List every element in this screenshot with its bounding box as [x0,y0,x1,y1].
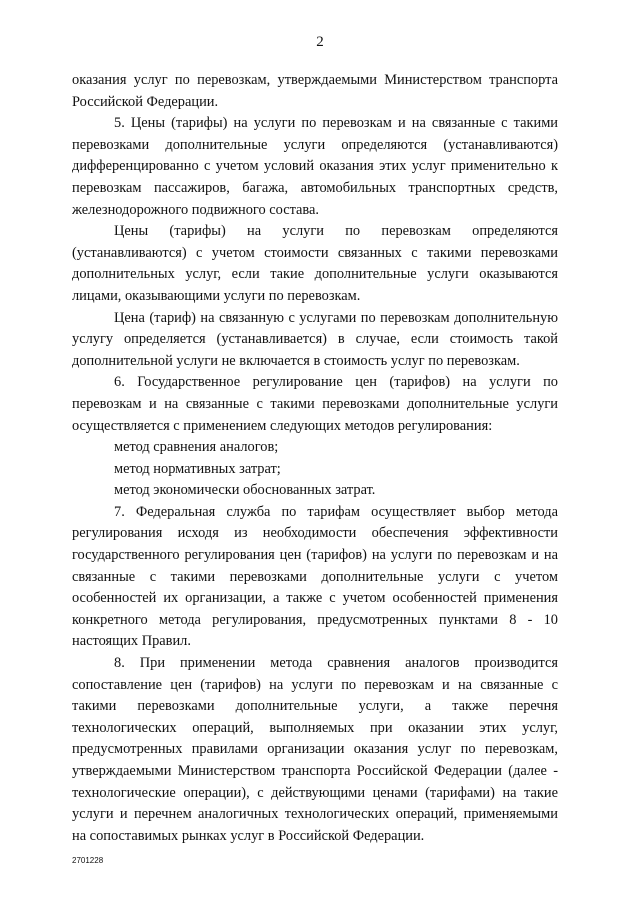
paragraph-item-8: 8. При применении метода сравнения аналогов производится сопоставление цен (тарифов) на услуги по перевозкам и на связанные с такими перевозками дополнительные услуги, а также перечня технологических операций, выполняемых при оказании этих услуг, предусмотренных правилами организации оказания услуг по перевозкам, утверждаемыми Министерством транспорта Российской Федерации (далее - технологические операции), с действующими ценами (тарифами) на такие услуги и перечнем аналогичных технологических операций, применяемыми на сопоставимых рынках услуг в Российской Федерации. [72,655,558,844]
paragraph-continuation: оказания услуг по перевозкам, утверждаемыми Министерством транспорта Российской Федерации. [72,72,558,110]
paragraph-item-5: 5. Цены (тарифы) на услуги по перевозкам и на связанные с такими перевозками дополнительные услуги определяются (устанавливаются) дифференцированно с учетом условий оказания этих услуг применительно к перевозкам пассажиров, багажа, автомобильных транспортных средств, железнодорожного подвижного состава. [72,115,558,218]
method-list-item: метод экономически обоснованных затрат. [114,482,376,499]
paragraph-additional-service-price: Цена (тариф) на связанную с услугами по перевозкам дополнительную услугу определяется (устанавливается) в случае, если стоимость такой дополнительной услуги не включается в стоимость услуг по перевозкам. [72,309,558,369]
document-code: 2701228 [72,856,104,865]
page-number: 2 [316,34,324,50]
paragraph-item-7: 7. Федеральная служба по тарифам осуществляет выбор метода регулирования исходя из необходимости обеспечения эффективности государственного регулирования цен (тарифов) на услуги по перевозкам и на связанные с такими перевозками дополнительные услуги с учетом особенностей их организации, а также с учетом особенностей применения конкретного метода регулирования, предусмотренных пунктами 8 - 10 настоящих Правил. [72,503,558,650]
document-body [72,70,558,847]
method-list-item: метод нормативных затрат; [114,460,281,477]
paragraph-item-6: 6. Государственное регулирование цен (тарифов) на услуги по перевозкам и на связанные с такими перевозками дополнительные услуги осуществляется с применением следующих методов регулирования: [72,374,558,434]
method-list-item: метод сравнения аналогов; [114,439,279,456]
paragraph-prices-with-services: Цены (тарифы) на услуги по перевозкам определяются (устанавливаются) с учетом стоимости связанных с такими перевозками дополнительных услуг, если такие дополнительные услуги оказываются лицами, оказывающими услуги по перевозкам. [72,223,558,304]
